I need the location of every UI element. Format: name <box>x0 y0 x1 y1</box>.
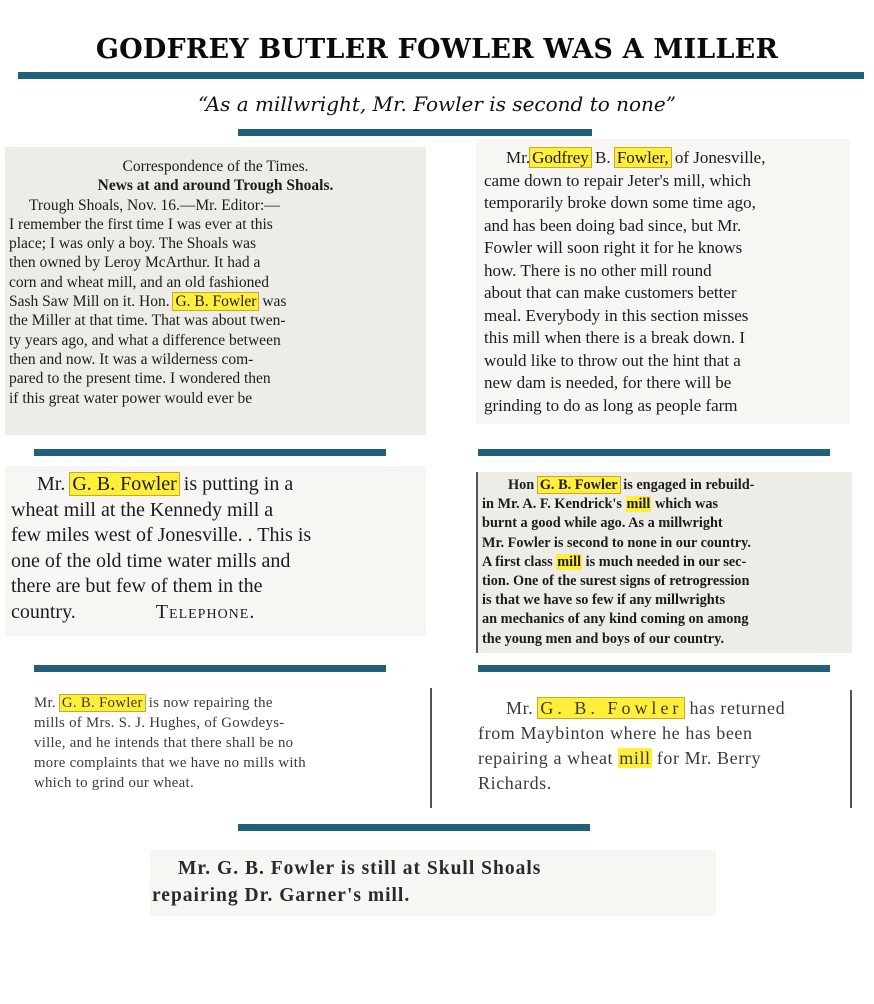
clipping-text: for Mr. Berry <box>656 748 762 768</box>
clipping-text: B. <box>595 148 611 167</box>
clipping-maybinton <box>478 690 852 808</box>
clipping-line: the Miller at that time. That was about twen- <box>9 312 286 330</box>
name-highlight: Godfrey <box>532 148 589 167</box>
clipping-line: came down to repair Jeter's mill, which <box>484 170 751 190</box>
clipping-line: place; I was only a boy. The Shoals was <box>9 235 257 253</box>
clipping-heading: Correspondence of the Times. <box>122 158 309 175</box>
page-title: GODFREY BUTLER FOWLER WAS A MILLER <box>95 34 779 65</box>
clipping-line <box>478 696 852 721</box>
clipping-line <box>482 553 852 572</box>
clipping-text: is much needed in our sec- <box>585 553 747 570</box>
name-highlight: G. B. Fowler <box>61 695 143 711</box>
clipping-line: this mill when there is a break down. I <box>484 328 746 347</box>
section-divider <box>238 824 590 831</box>
clipping-line: is that we have so few if any millwrights <box>482 592 726 609</box>
clipping-line: wheat mill at the Kennedy mill a <box>11 498 274 521</box>
clipping-text: Mr. <box>37 473 66 495</box>
section-divider <box>478 449 830 456</box>
clipping-kendrick-mill <box>476 472 852 653</box>
clipping-line: how. There is no other mill round <box>484 260 712 280</box>
clipping-line: tion. One of the surest signs of retrogression <box>482 573 750 590</box>
clipping-line: then owned by Leroy McArthur. It had a <box>9 254 261 272</box>
name-highlight: Fowler, <box>616 148 669 167</box>
clipping-line <box>482 476 852 495</box>
clipping-line: the young men and boys of our country. <box>482 630 725 647</box>
clipping-line: from Maybinton where he has been <box>478 723 753 743</box>
name-highlight: G. B. Fowler <box>175 293 257 311</box>
clipping-text: A first class <box>482 553 553 570</box>
name-highlight: G. B. Fowler <box>540 698 683 718</box>
clipping-line: an mechanics of any kind coming on among <box>482 611 749 628</box>
clipping-line: if this great water power would ever be <box>9 389 253 407</box>
clipping-line <box>482 495 852 514</box>
page-subtitle: “As a millwright, Mr. Fowler is second to none” <box>197 92 676 116</box>
clipping-line: about that can make customers better <box>484 283 737 302</box>
section-divider <box>34 665 386 672</box>
clipping-skull-shoals <box>150 850 716 916</box>
clipping-text: in Mr. A. F. Kendrick's <box>482 496 622 513</box>
section-divider <box>478 665 830 672</box>
clipping-text: has returned <box>689 698 786 718</box>
clipping-text: Mr. <box>506 148 531 167</box>
name-highlight: G. B. Fowler <box>539 477 618 493</box>
clipping-kennedy-mill <box>5 466 426 636</box>
clipping-jeters-mill <box>476 139 850 424</box>
clipping-line: pared to the present time. I wondered then <box>9 370 271 388</box>
clipping-line: then and now. It was a wilderness com- <box>9 350 254 368</box>
mill-highlight: mill <box>619 748 651 768</box>
clipping-line: which to grind our wheat. <box>34 775 194 791</box>
clipping-line: repairing Dr. Garner's mill. <box>152 885 411 906</box>
clipping-line: few miles west of Jonesville. . This is <box>11 524 312 546</box>
clipping-line: burnt a good while ago. As a millwright <box>482 515 723 532</box>
clipping-trough-shoals <box>5 147 426 435</box>
clipping-line: mills of Mrs. S. J. Hughes, of Gowdeys- <box>34 715 285 731</box>
clipping-line: ty years ago, and what a difference between <box>9 331 281 349</box>
clipping-line: meal. Everybody in this section misses <box>484 305 749 325</box>
clipping-line: there are but few of them in the <box>11 575 263 597</box>
clipping-edge <box>476 472 478 653</box>
clipping-line: and has been doing bad since, but Mr. <box>484 215 742 235</box>
clipping-edge <box>430 688 432 808</box>
clipping-line <box>478 746 852 771</box>
section-divider <box>34 449 386 456</box>
clipping-line: new dam is needed, for there will be <box>484 373 732 392</box>
clipping-line: ville, and he intends that there shall be no <box>34 735 294 751</box>
clipping-line: corn and wheat mill, and an old fashioned <box>9 273 269 291</box>
clipping-line <box>9 292 426 311</box>
clipping-edge <box>850 690 852 808</box>
clipping-line <box>34 693 432 713</box>
clipping-text: is engaged in rebuild- <box>623 477 755 493</box>
signature: Telephone. <box>155 600 256 623</box>
mill-highlight: mill <box>557 553 582 570</box>
clipping-line: would like to throw out the hint that a <box>484 350 741 370</box>
clipping-line: I remember the first time I was ever at this <box>9 215 273 233</box>
clipping-line <box>11 472 426 498</box>
clipping-subheading: News at and around Trough Shoals. <box>97 177 334 195</box>
clipping-text: of Jonesville, <box>674 148 766 167</box>
clipping-line: Trough Shoals, Nov. 16.—Mr. Editor:— <box>29 196 280 214</box>
mill-highlight: mill <box>626 496 651 513</box>
clipping-line: Richards. <box>478 773 552 793</box>
clipping-text: Sash Saw Mill on it. Hon. <box>9 293 170 311</box>
clipping-text: is putting in a <box>183 473 294 495</box>
clipping-text: was <box>262 293 287 311</box>
clipping-text: which was <box>654 496 719 513</box>
clipping-text: Hon <box>508 477 535 493</box>
clipping-line: one of the old time water mills and <box>11 549 291 572</box>
clipping-line <box>11 600 426 626</box>
clipping-line <box>484 147 850 170</box>
clipping-line: grinding to do as long as people farm <box>484 395 738 415</box>
clipping-line: Mr. Fowler is second to none in our country. <box>482 534 752 551</box>
clipping-hughes-mills <box>34 688 432 808</box>
title-divider <box>18 72 864 79</box>
clipping-text: Mr. <box>34 695 56 711</box>
clipping-line: temporarily broke down some time ago, <box>484 193 756 212</box>
clipping-text: is now repairing the <box>148 695 273 711</box>
clipping-line: Mr. G. B. Fowler is still at Skull Shoals <box>178 858 542 879</box>
clipping-text: country. <box>11 600 76 623</box>
name-highlight: G. B. Fowler <box>72 473 177 495</box>
subtitle-divider <box>238 129 592 136</box>
clipping-line: more complaints that we have no mills with <box>34 755 306 771</box>
clipping-text: repairing a wheat <box>478 748 614 768</box>
clipping-text: Mr. <box>506 698 534 718</box>
clipping-line: Fowler will soon right it for he knows <box>484 238 743 257</box>
